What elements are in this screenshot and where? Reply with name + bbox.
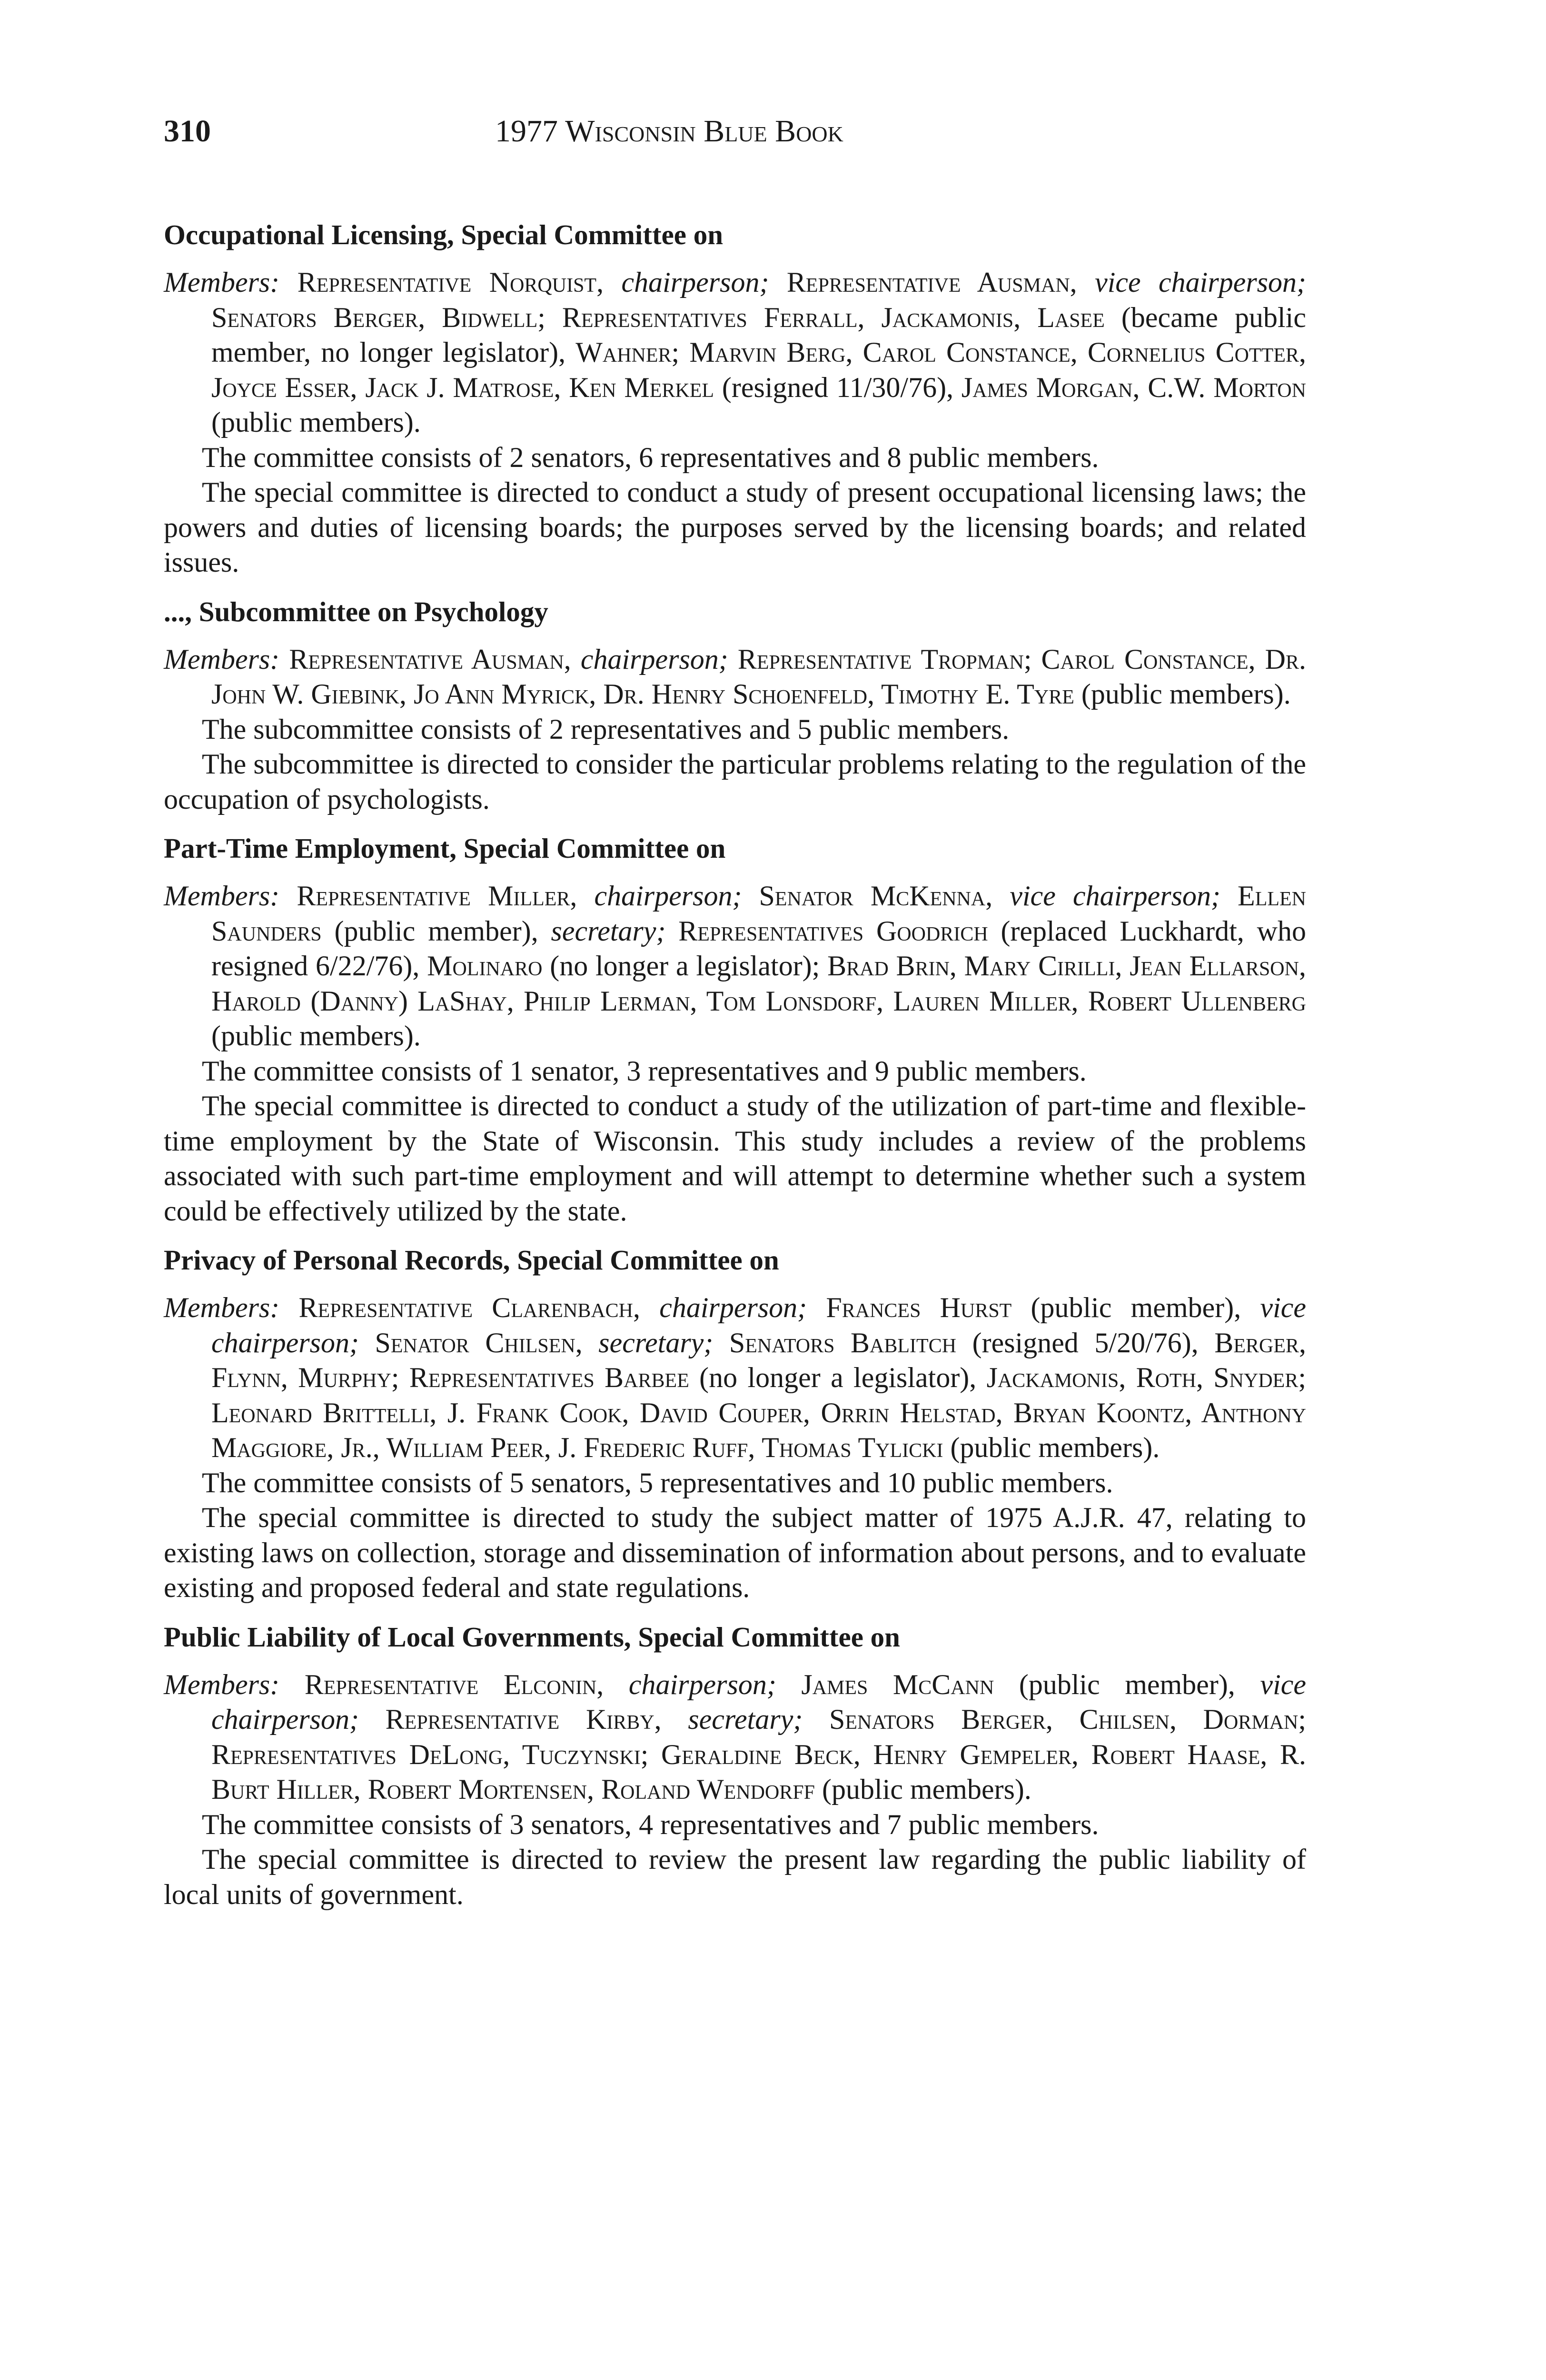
member-run: (public member), xyxy=(334,915,551,947)
member-run: Representative Norquist, xyxy=(297,267,622,298)
member-run: Representative Tropman; Carol Constance, Dr. John W. Giebink, Jo Ann Myrick, Dr. Henry Schoenfeld, Timothy E. Tyre xyxy=(211,643,1307,710)
members-text xyxy=(211,267,1306,438)
committee-section-privacy-of-personal-records xyxy=(164,1242,1306,1606)
member-run: (became public member, no longer legislator), xyxy=(211,301,1306,368)
committee-section-part-time-employment xyxy=(164,830,1306,1229)
member-run: chairperson; xyxy=(594,880,759,912)
member-run: (resigned 11/30/76), xyxy=(722,371,961,403)
member-run: Frances Hurst xyxy=(826,1292,1031,1323)
member-run: Ellen Saunders xyxy=(211,880,1306,947)
committee-description: The special committee is directed to review the present law regarding the public liability of local units of government. xyxy=(164,1844,1306,1910)
member-run: chairperson; xyxy=(659,1292,826,1323)
member-run: (public members). xyxy=(211,1020,421,1051)
member-run: Representative Miller, xyxy=(297,880,595,912)
members-label: Members: xyxy=(164,880,280,912)
member-run: (public members). xyxy=(950,1432,1160,1463)
member-run: Senators Berger, Bidwell; Representatives Ferrall, Jackamonis, Lasee xyxy=(211,301,1121,333)
member-run: (public member), xyxy=(1031,1292,1260,1323)
member-run: Molinaro xyxy=(427,950,550,982)
members-text xyxy=(211,644,1306,710)
member-run: (no longer a legislator), xyxy=(699,1362,987,1393)
members-label: Members: xyxy=(164,1292,280,1323)
committee-description: The special committee is directed to study the subject matter of 1975 A.J.R. 47, relating to existing laws on collection, storage and dissemination of information about persons, and to evaluate existing and proposed federal and state regulations. xyxy=(164,1502,1306,1603)
members-text xyxy=(211,880,1306,1051)
member-run: vice chairperson; xyxy=(211,1292,1307,1359)
member-run: (resigned 5/20/76), xyxy=(972,1327,1215,1359)
book-title: 1977 Wisconsin Blue Book xyxy=(495,114,843,149)
committee-composition: The committee consists of 1 senator, 3 representatives and 9 public members. xyxy=(202,1055,1087,1087)
member-run: Representative Kirby, xyxy=(385,1704,688,1735)
member-run: secretary; xyxy=(688,1704,829,1735)
member-run: secretary; xyxy=(551,915,679,947)
page-header xyxy=(164,112,1306,150)
members-list xyxy=(164,1667,1306,1807)
committee-composition: The committee consists of 3 senators, 4 representatives and 7 public members. xyxy=(202,1808,1099,1840)
member-run: vice chairperson; xyxy=(211,1668,1306,1735)
member-run: Representative Ausman, xyxy=(289,643,581,675)
member-run: chairperson; xyxy=(621,267,787,298)
member-run: Representative Elconin, xyxy=(304,1668,629,1700)
section-heading: Occupational Licensing, Special Committee on xyxy=(164,219,723,250)
members-label: Members: xyxy=(164,643,280,675)
members-label: Members: xyxy=(164,1668,280,1700)
member-run: Jackamonis, Roth, Snyder; Leonard Brittelli, J. Frank Cook, David Couper, Orrin Helstad, Bryan Koontz, Anthony Maggiore, Jr., William Peer, J. Frederic Ruff, Thomas Tylicki xyxy=(211,1362,1306,1463)
member-run: chairperson; xyxy=(628,1668,802,1700)
committee-composition: The committee consists of 2 senators, 6 representatives and 8 public members. xyxy=(202,441,1099,473)
section-heading: ..., Subcommittee on Psychology xyxy=(164,595,548,627)
members-list xyxy=(164,879,1306,1054)
section-heading: Part-Time Employment, Special Committee on xyxy=(164,833,726,864)
member-run: (public member), xyxy=(1019,1668,1260,1700)
member-run: vice chairperson; xyxy=(1010,880,1238,912)
member-run: Berger, Flynn, Murphy; Representatives Barbee xyxy=(211,1327,1307,1393)
members-list xyxy=(164,642,1306,712)
committee-description: The special committee is directed to conduct a study of the utilization of part-time and flexible-time employment by the State of Wisconsin. This study includes a review of the problems associated with such part-time employment and will attempt to determine whether such a system could be effectively utilized by the state. xyxy=(164,1090,1306,1227)
member-run: Senator Chilsen, xyxy=(375,1327,599,1359)
member-run: Senators Berger, Chilsen, Dorman; Representatives DeLong, Tuczynski; Geraldine Beck, Henry Gempeler, Robert Haase, R. Burt Hiller, Robert Mortensen, Roland Wendorff xyxy=(211,1704,1307,1805)
member-run: (no longer a legislator); xyxy=(550,950,828,982)
member-run: Senator McKenna, xyxy=(759,880,1010,912)
member-run: chairperson; xyxy=(580,643,738,675)
committee-section-occupational-licensing xyxy=(164,217,1306,580)
member-run: Representative Ausman, xyxy=(786,267,1095,298)
member-run: secretary; xyxy=(598,1327,729,1359)
committee-section-psychology-subcommittee xyxy=(164,594,1306,817)
member-run: Brad Brin, Mary Cirilli, Jean Ellarson, Harold (Danny) LaShay, Philip Lerman, Tom Lonsdorf, Lauren Miller, Robert Ullenberg xyxy=(211,950,1306,1017)
page-number: 310 xyxy=(164,114,211,149)
committee-section-public-liability xyxy=(164,1619,1306,1913)
member-run: Representative Clarenbach, xyxy=(298,1292,660,1323)
member-run: James McCann xyxy=(801,1668,1019,1700)
members-list xyxy=(164,265,1306,440)
member-run: vice chairperson; xyxy=(1095,267,1306,298)
member-run: (replaced Luckhardt, who resigned 6/22/76), xyxy=(211,915,1307,982)
members-text xyxy=(211,1292,1306,1463)
member-run: Wahner; Marvin Berg, Carol Constance, Cornelius Cotter, Joyce Esser, Jack J. Matrose, Ken Merkel xyxy=(211,337,1306,403)
member-run: James Morgan, C.W. Morton xyxy=(961,371,1306,403)
section-heading: Privacy of Personal Records, Special Committee on xyxy=(164,1244,779,1276)
members-list xyxy=(164,1290,1306,1466)
member-run: (public members). xyxy=(211,407,421,438)
committee-composition: The committee consists of 5 senators, 5 representatives and 10 public members. xyxy=(202,1467,1113,1498)
page-content xyxy=(164,217,1306,1912)
members-text xyxy=(211,1669,1306,1805)
committee-description: The subcommittee is directed to consider the particular problems relating to the regulation of the occupation of psychologists. xyxy=(164,748,1306,815)
member-run: (public members). xyxy=(1081,678,1291,710)
member-run: Senators Bablitch xyxy=(729,1327,972,1359)
member-run: Representatives Goodrich xyxy=(678,915,1001,947)
section-heading: Public Liability of Local Governments, Special Committee on xyxy=(164,1621,900,1653)
committee-description: The special committee is directed to conduct a study of present occupational licensing laws; the powers and duties of licensing boards; the purposes served by the licensing boards; and related issues. xyxy=(164,476,1306,578)
committee-composition: The subcommittee consists of 2 representatives and 5 public members. xyxy=(202,713,1010,745)
members-label: Members: xyxy=(164,267,280,298)
member-run: (public members). xyxy=(822,1774,1031,1805)
